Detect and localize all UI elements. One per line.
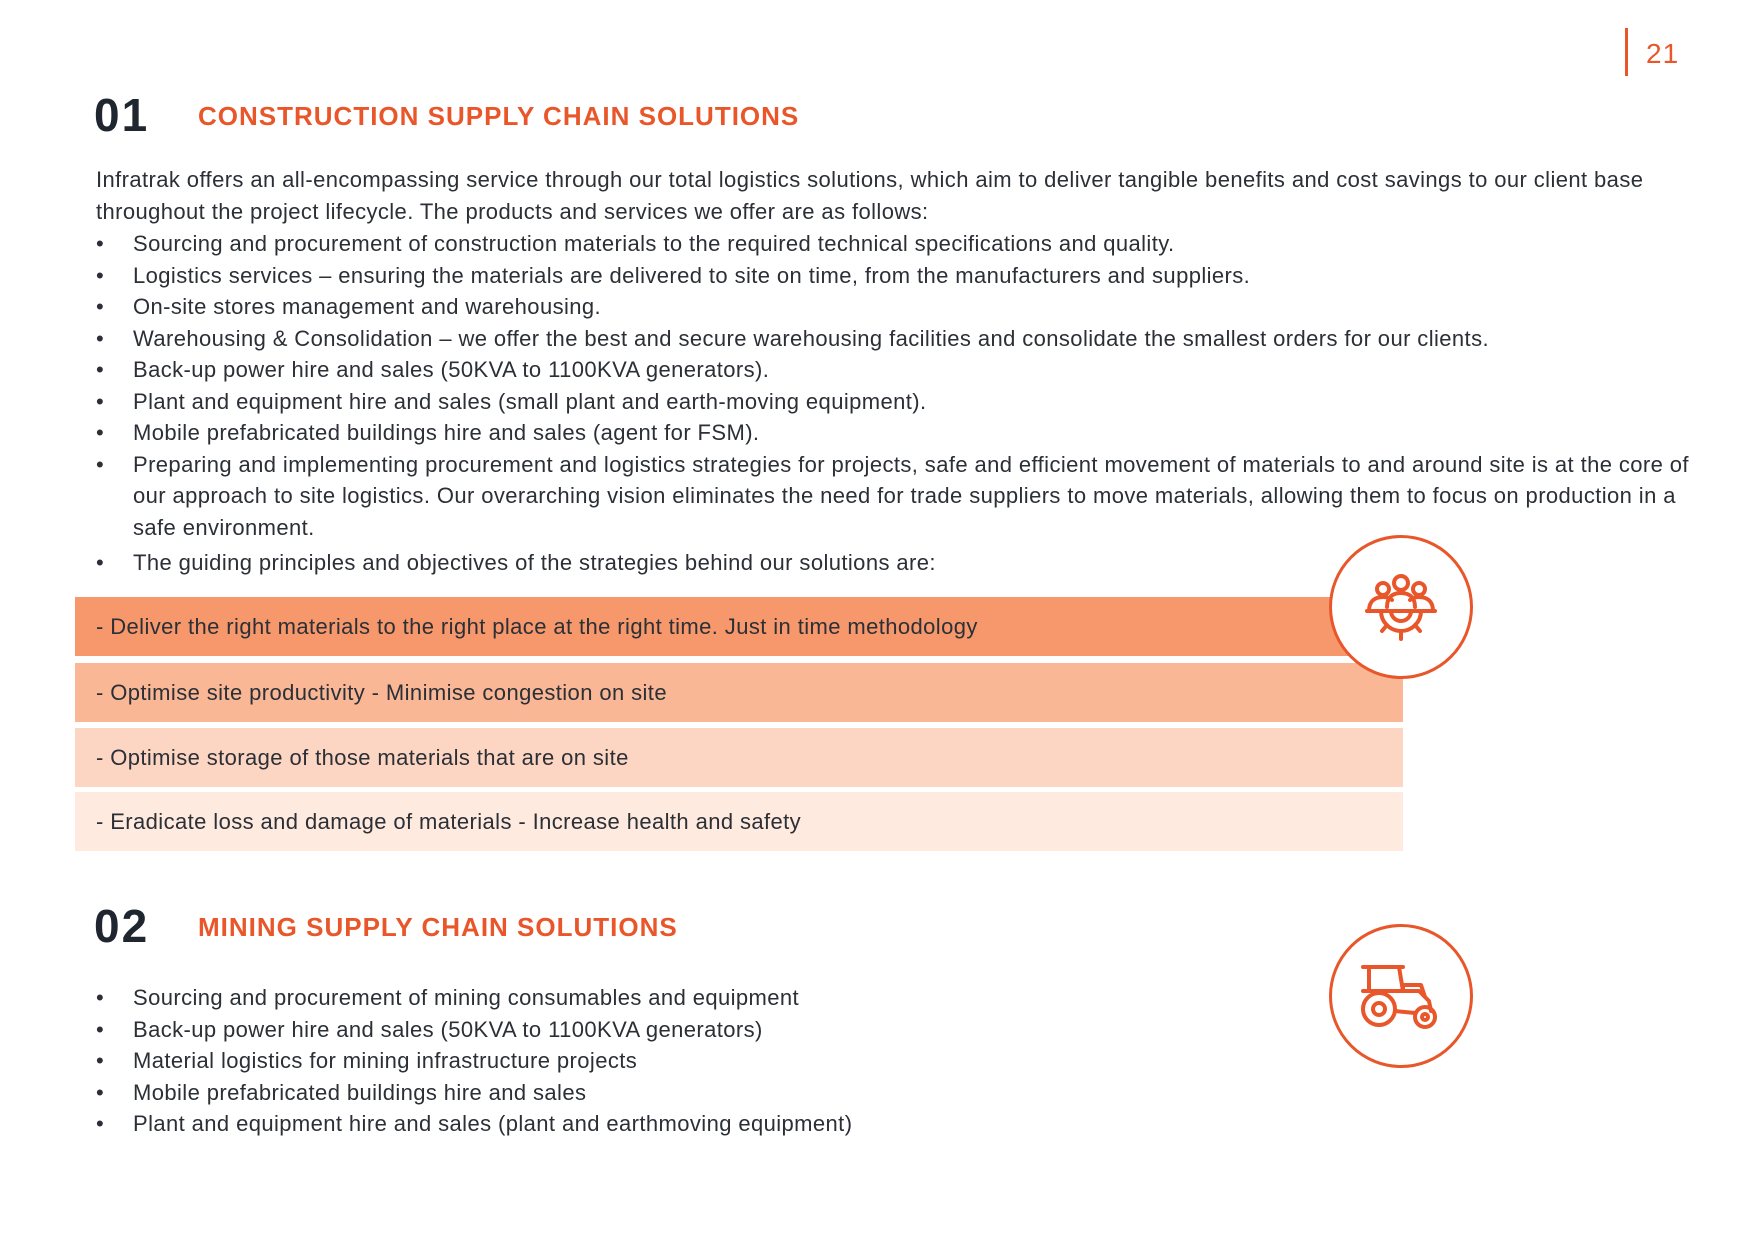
tractor-icon-badge [1329,924,1473,1068]
list-item: • Sourcing and procurement of construction materials to the required technical specifications and quality. [96,228,1696,260]
list-item: • On-site stores management and warehousing. [96,291,1696,323]
services-list [96,228,1696,579]
section-number: 02 [94,900,150,952]
list-item: • Plant and equipment hire and sales (plant and earthmoving equipment) [96,1108,1196,1140]
list-item: • Back-up power hire and sales (50KVA to 1100KVA generators) [96,1014,1196,1046]
mining-services-list [96,982,1196,1140]
list-item: • Preparing and implementing procurement and logistics strategies for projects, safe and efficient movement of materials to and around site is at the core of our approach to site logistics. Our overarching vision eliminates the need for trade suppliers to move materials, allowing them to focus on production in a safe environment. [96,449,1696,544]
list-item: • Mobile prefabricated buildings hire and sales (agent for FSM). [96,417,1696,449]
page-marker-line [1625,28,1628,76]
list-item: • Back-up power hire and sales (50KVA to 1100KVA generators). [96,354,1696,386]
principle-bar: - Eradicate loss and damage of materials - Increase health and safety [75,792,1403,851]
principle-bar: - Deliver the right materials to the right place at the right time. Just in time methodology [75,597,1403,656]
section-title: CONSTRUCTION SUPPLY CHAIN SOLUTIONS [198,101,800,131]
list-item: • Logistics services – ensuring the materials are delivered to site on time, from the manufacturers and suppliers. [96,260,1696,292]
list-item: • Warehousing & Consolidation – we offer the best and secure warehousing facilities and consolidate the smallest orders for our clients. [96,323,1696,355]
list-item: • The guiding principles and objectives of the strategies behind our solutions are: [96,547,1696,579]
section-title: MINING SUPPLY CHAIN SOLUTIONS [198,912,678,942]
list-item: • Sourcing and procurement of mining consumables and equipment [96,982,1196,1014]
principle-bar: - Optimise storage of those materials that are on site [75,728,1403,787]
principle-bar: - Optimise site productivity - Minimise congestion on site [75,663,1403,722]
intro-paragraph: Infratrak offers an all-encompassing service through our total logistics solutions, which aim to deliver tangible benefits and cost savings to our client base throughout the project lifecycle. The products and services we offer are as follows: [96,167,1644,224]
team-gear-icon-badge [1329,535,1473,679]
list-item: • Plant and equipment hire and sales (small plant and earth-moving equipment). [96,386,1696,418]
page-number: 21 [1646,38,1680,69]
section-number: 01 [94,89,150,141]
team-gear-icon [1361,567,1441,647]
list-item: • Mobile prefabricated buildings hire and sales [96,1077,1196,1109]
list-item: • Material logistics for mining infrastructure projects [96,1045,1196,1077]
tractor-icon [1359,961,1443,1031]
